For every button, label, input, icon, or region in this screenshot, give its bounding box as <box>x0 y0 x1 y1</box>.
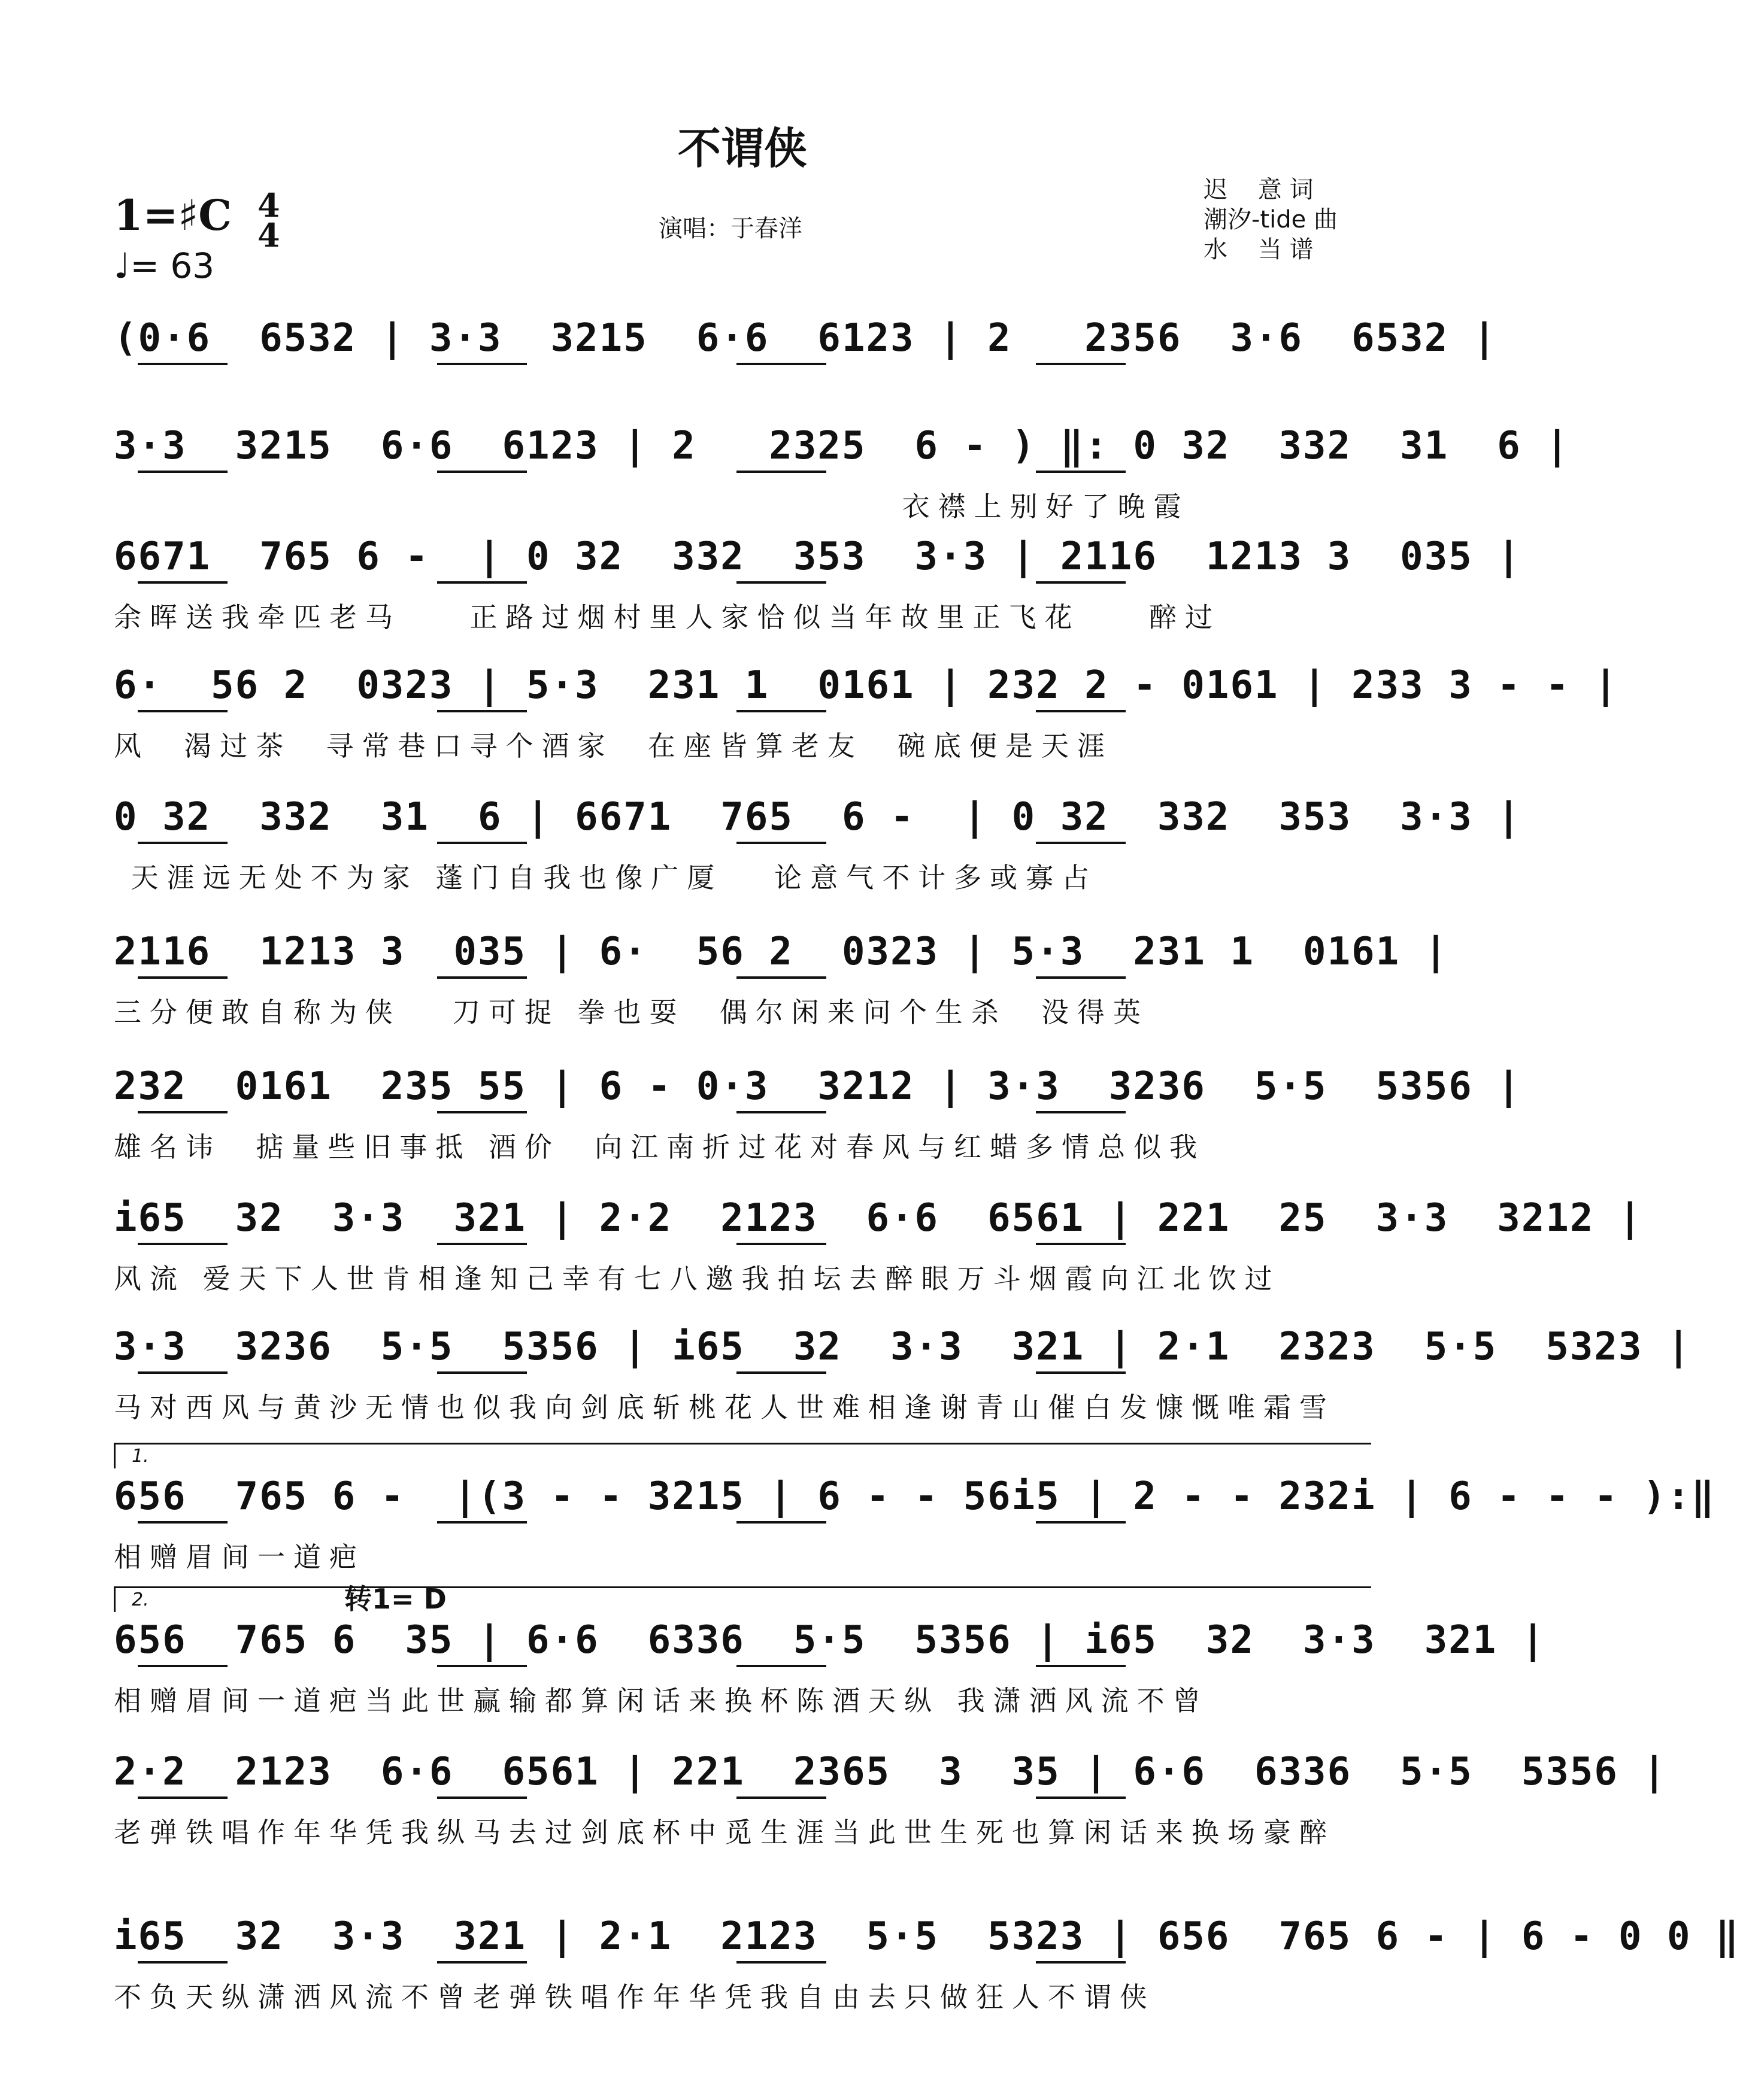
beam-line <box>736 976 826 979</box>
beam-line <box>138 1243 228 1245</box>
beam-line <box>138 581 228 584</box>
volta-label-1: 1. <box>132 1446 149 1467</box>
lyric-line: 雄名讳 掂量些旧事抵 酒价 向江南折过花对春风与红蜡多情总似我 <box>114 1131 1206 1163</box>
beam-line <box>736 363 826 365</box>
notation-line: 3·3 3215 6·6 6123 | 2 2325 6 - ) ‖: 0 32 332 31 6 | <box>114 424 1570 468</box>
beam-line <box>736 1796 826 1799</box>
lyric-line <box>114 377 1371 413</box>
notation-line: i65 32 3·3 321 | 2·2 2123 6·6 6561 | 221 25 3·3 3212 | <box>114 1196 1643 1240</box>
score-system <box>114 419 1570 527</box>
beam-line <box>138 1961 228 1964</box>
beam-line <box>437 363 527 365</box>
beam-line <box>1036 363 1126 365</box>
lyric-line: 风流 爱天下人世肯相逢知己幸有七八邀我拍坛去醉眼万斗烟霞向江北饮过 <box>114 1263 1281 1295</box>
beam-line <box>437 471 527 473</box>
beam-line <box>736 471 826 473</box>
score-system <box>114 658 1618 766</box>
notation-line: 6671 765 6 - | 0 32 332 353 3·3 | 2116 1213 3 035 | <box>114 535 1521 579</box>
score-system <box>114 790 1521 898</box>
beam-line <box>1036 842 1126 844</box>
beam-line <box>736 710 826 712</box>
notation-line: 0 32 332 31 6 | 6671 765 6 - | 0 32 332 353 3·3 | <box>114 795 1521 839</box>
beam-line <box>437 1111 527 1113</box>
beam-line <box>736 842 826 844</box>
beam-line <box>736 1521 826 1524</box>
beam-line <box>138 1371 228 1374</box>
beam-line <box>1036 1665 1126 1667</box>
beam-line <box>437 976 527 979</box>
beam-line <box>736 1665 826 1667</box>
beam-line <box>437 1665 527 1667</box>
beam-line <box>736 1961 826 1964</box>
beam-line <box>1036 1371 1126 1374</box>
beam-line <box>1036 710 1126 712</box>
score-system <box>114 1191 1643 1299</box>
beam-line <box>138 976 228 979</box>
volta-first-ending <box>114 1443 1371 1468</box>
score-system <box>114 925 1449 1033</box>
tempo-marking: ♩= 63 <box>114 245 215 286</box>
lyric-line: 天涯远无处不为家 蓬门自我也像广厦 论意气不计多或寡占 <box>114 861 1098 894</box>
beam-line <box>437 1521 527 1524</box>
credits-block <box>1204 175 1338 265</box>
beam-line <box>437 710 527 712</box>
notation-line: i65 32 3·3 321 | 2·1 2123 5·5 5323 | 656 765 6 - | 6 - 0 0 ‖ <box>114 1914 1740 1959</box>
volta-second-ending <box>114 1586 1371 1612</box>
beam-line <box>1036 1796 1126 1799</box>
beam-line <box>1036 581 1126 584</box>
beam-line <box>1036 976 1126 979</box>
beam-line <box>138 842 228 844</box>
beam-line <box>1036 1521 1126 1524</box>
lyricist-credit: 迟 意 词 <box>1204 176 1314 204</box>
beam-line <box>736 1371 826 1374</box>
lyric-line: 不负天纵潇洒风流不曾老弹铁唱作年华凭我自由去只做狂人不谓侠 <box>114 1981 1156 2013</box>
time-numerator: 4 <box>257 186 280 224</box>
song-title: 不谓侠 <box>677 123 807 174</box>
time-denominator: 4 <box>257 216 280 254</box>
beam-line <box>437 1796 527 1799</box>
beam-line <box>736 1243 826 1245</box>
score-system <box>114 1613 1546 1721</box>
beam-line <box>1036 471 1126 473</box>
score-system <box>114 1910 1740 2017</box>
beam-line <box>437 1371 527 1374</box>
notation-line: 656 765 6 35 | 6·6 6336 5·5 5356 | i65 32 3·3 321 | <box>114 1618 1546 1662</box>
lyric-line: 风 渴过茶 寻常巷口寻个酒家 在座皆算老友 碗底便是天涯 <box>114 730 1113 762</box>
notation-line: 656 765 6 - |(3 - - 3215 | 6 - - 56i5 | 2 - - 232i | 6 - - - ):‖ <box>114 1474 1716 1519</box>
beam-line <box>736 581 826 584</box>
score-system <box>114 1320 1692 1428</box>
lyric-line: 老弹铁唱作年华凭我纵马去过剑底杯中觅生涯当此世生死也算闲话来换场豪醉 <box>114 1816 1335 1849</box>
beam-line <box>138 1521 228 1524</box>
lyric-line: 余晖送我牵匹老马 正路过烟村里人家恰似当年故里正飞花 醉过 <box>114 601 1221 633</box>
score-system <box>114 1745 1667 1853</box>
score-system <box>114 1060 1521 1167</box>
beam-line <box>1036 1243 1126 1245</box>
score-system <box>114 311 1498 419</box>
beam-line <box>138 1665 228 1667</box>
beam-line <box>437 1961 527 1964</box>
singer-credit: 演唱：于春洋 <box>659 215 802 242</box>
notation-line: 3·3 3236 5·5 5356 | i65 32 3·3 321 | 2·1 2323 5·5 5323 | <box>114 1325 1692 1369</box>
composer-credit: 潮汐-tide 曲 <box>1204 206 1338 233</box>
transcriber-credit: 水 当 谱 <box>1204 236 1314 263</box>
beam-line <box>1036 1961 1126 1964</box>
notation-line: 2·2 2123 6·6 6561 | 221 2365 3 35 | 6·6 6336 5·5 5356 | <box>114 1750 1667 1794</box>
beam-line <box>437 1243 527 1245</box>
beam-line <box>138 1111 228 1113</box>
time-signature <box>257 186 280 254</box>
score-system <box>114 1470 1716 1577</box>
notation-line: 232 0161 235 55 | 6 - 0·3 3212 | 3·3 3236 5·5 5356 | <box>114 1064 1521 1109</box>
beam-line <box>138 363 228 365</box>
beam-line <box>437 581 527 584</box>
beam-line <box>138 710 228 712</box>
beam-line <box>736 1111 826 1113</box>
notation-line: (0·6 6532 | 3·3 3215 6·6 6123 | 2 2356 3·6 6532 | <box>114 316 1498 360</box>
lyric-line: 三分便敢自称为侠 刀可捉 拳也耍 偶尔闲来问个生杀 没得英 <box>114 996 1149 1028</box>
modulation-marking: 转1= D <box>344 1583 447 1615</box>
beam-line <box>138 1796 228 1799</box>
notation-line: 2116 1213 3 035 | 6· 56 2 0323 | 5·3 231 1 0161 | <box>114 930 1449 974</box>
lyric-line: 相赠眉间一道疤当此世赢输都算闲话来换杯陈酒天纵 我潇洒风流不曾 <box>114 1685 1209 1717</box>
volta-label-2: 2. <box>132 1589 149 1610</box>
beam-line <box>437 842 527 844</box>
lyric-line: 相赠眉间一道疤 <box>114 1541 365 1573</box>
notation-line: 6· 56 2 0323 | 5·3 231 1 0161 | 232 2 - 0161 | 233 3 - - | <box>114 663 1618 708</box>
key-signature: 1=♯C <box>114 190 232 240</box>
lyric-line: 衣襟上别好了晚霞 <box>114 490 1190 523</box>
score-system <box>114 530 1521 638</box>
lyric-line: 马对西风与黄沙无情也似我向剑底斩桃花人世难相逢谢青山催白发慷慨唯霜雪 <box>114 1391 1335 1424</box>
beam-line <box>1036 1111 1126 1113</box>
beam-line <box>138 471 228 473</box>
